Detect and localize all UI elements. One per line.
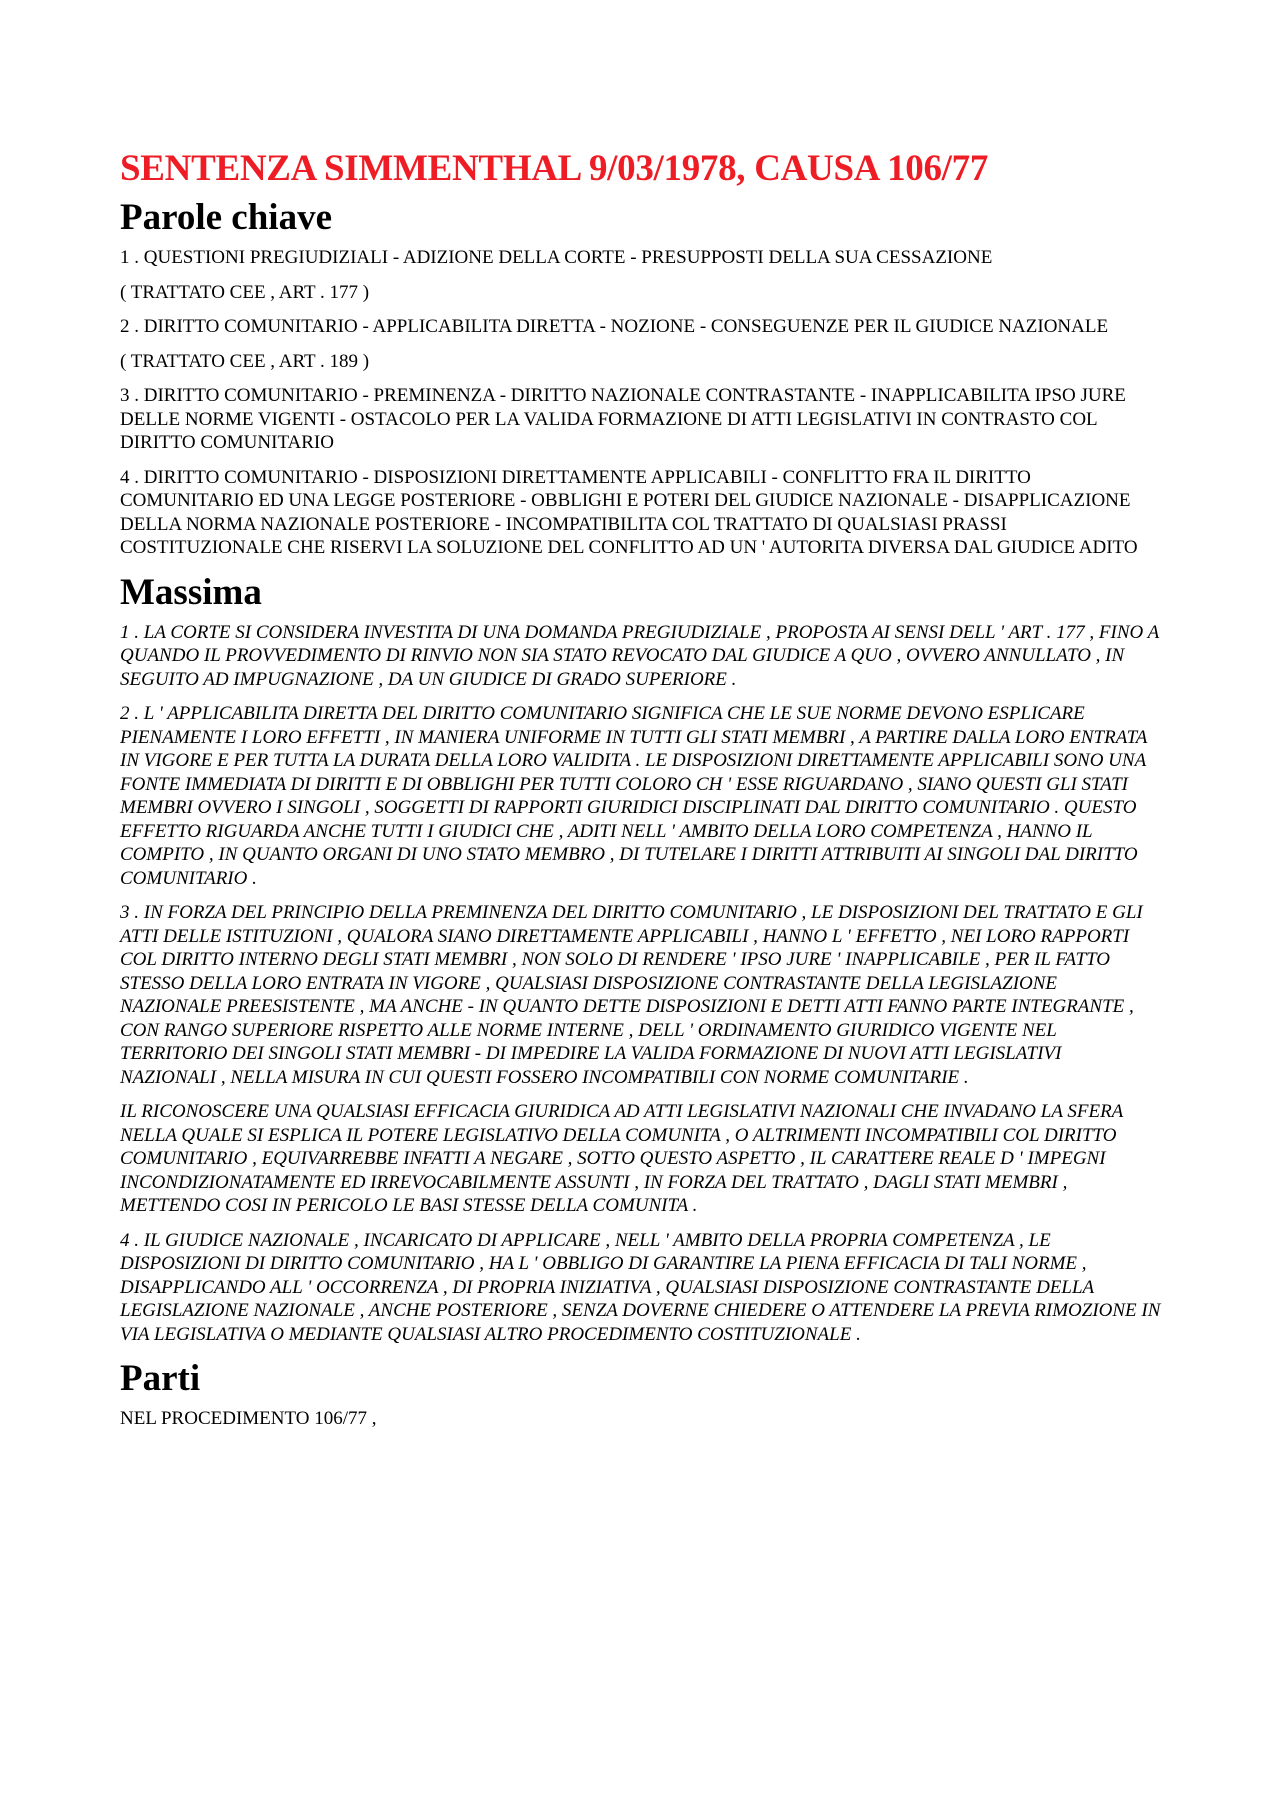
heading-massima: Massima [120,571,262,613]
massima-list [120,621,1162,1347]
massima-paragraph-3b: IL RICONOSCERE UNA QUALSIASI EFFICACIA GIURIDICA AD ATTI LEGISLATIVI NAZIONALI CHE INVADANO LA SFERA NELLA QUALE SI ESPLICA IL POTERE LEGISLATIVO DELLA COMUNITA , O ALTRIMENTI INCOMPATIBILI COL DIRITTO COMUNITARIO , EQUIVARREBBE INFATTI A NEGARE , SOTTO QUESTO ASPETTO , IL CARATTERE REALE D ' IMPEGNI INCONDIZIONATAMENTE ED IRREVOCABILMENTE ASSUNTI , IN FORZA DEL TRATTATO , DAGLI STATI MEMBRI , METTENDO COSI IN PERICOLO LE BASI STESSE DELLA COMUNITA . [120,1101,1123,1216]
heading-parti: Parti [120,1358,201,1399]
keyword-item-4: 4 . DIRITTO COMUNITARIO - DISPOSIZIONI DIRETTAMENTE APPLICABILI - CONFLITTO FRA IL DIRITTO COMUNITARIO ED UNA LEGGE POSTERIORE - OBBLIGHI E POTERI DEL GIUDICE NAZIONALE - DISAPPLICAZIONE DELLA NORMA NAZIONALE POSTERIORE - INCOMPATIBILITA COL TRATTATO DI QUALSIASI PRASSI COSTITUZIONALE CHE RISERVI LA SOLUZIONE DEL CONFLITTO AD UN ' AUTORITA DIVERSA DAL GIUDICE ADITO [120,466,1138,558]
massima-paragraph-2: 2 . L ' APPLICABILITA DIRETTA DEL DIRITTO COMUNITARIO SIGNIFICA CHE LE SUE NORME DEVONO ESPLICARE PIENAMENTE I LORO EFFETTI , IN MANIERA UNIFORME IN TUTTI GLI STATI MEMBRI , A PARTIRE DALLA LORO ENTRATA IN VIGORE E PER TUTTA LA DURATA DELLA LORO VALIDITA . LE DISPOSIZIONI DIRETTAMENTE APPLICABILI SONO UNA FONTE IMMEDIATA DI DIRITTI E DI OBBLIGHI PER TUTTI COLORO CH ' ESSE RIGUARDANO , SIANO QUESTI GLI STATI MEMBRI OVVERO I SINGOLI , SOGGETTI DI RAPPORTI GIURIDICI DISCIPLINATI DAL DIRITTO COMUNITARIO . QUESTO EFFETTO RIGUARDA ANCHE TUTTI I GIUDICI CHE , ADITI NELL ' AMBITO DELLA LORO COMPETENZA , HANNO IL COMPITO , IN QUANTO ORGANI DI UNO STATO MEMBRO , DI TUTELARE I DIRITTI ATTRIBUITI AI SINGOLI DAL DIRITTO COMUNITARIO . [120,703,1148,889]
keyword-reference-2: ( TRATTATO CEE , ART . 189 ) [120,350,370,372]
parti-text: NEL PROCEDIMENTO 106/77 , [120,1408,377,1429]
massima-paragraph-4: 4 . IL GIUDICE NAZIONALE , INCARICATO DI APPLICARE , NELL ' AMBITO DELLA PROPRIA COMPETENZA , LE DISPOSIZIONI DI DIRITTO COMUNITARIO , HA L ' OBBLIGO DI GARANTIRE LA PIENA EFFICACIA DI TALI NORME , DISAPPLICANDO ALL ' OCCORRENZA , DI PROPRIA INIZIATIVA , QUALSIASI DISPOSIZIONE CONTRASTANTE DELLA LEGISLAZIONE NAZIONALE , ANCHE POSTERIORE , SENZA DOVERNE CHIEDERE O ATTENDERE LA PREVIA RIMOZIONE IN VIA LEGISLATIVA O MEDIANTE QUALSIASI ALTRO PROCEDIMENTO COSTITUZIONALE . [120,1229,1161,1345]
keyword-item-1: 1 . QUESTIONI PREGIUDIZIALI - ADIZIONE DELLA CORTE - PRESUPPOSTI DELLA SUA CESSAZIONE [120,247,993,268]
keyword-reference-1: ( TRATTATO CEE , ART . 177 ) [120,281,370,303]
keyword-item-2: 2 . DIRITTO COMUNITARIO - APPLICABILITA DIRETTA - NOZIONE - CONSEGUENZE PER IL GIUDICE NAZIONALE [120,316,1109,337]
massima-paragraph-3: 3 . IN FORZA DEL PRINCIPIO DELLA PREMINENZA DEL DIRITTO COMUNITARIO , LE DISPOSIZIONI DEL TRATTATO E GLI ATTI DELLE ISTITUZIONI , QUALORA SIANO DIRETTAMENTE APPLICABILI , HANNO L ' EFFETTO , NEI LORO RAPPORTI COL DIRITTO INTERNO DEGLI STATI MEMBRI , NON SOLO DI RENDERE ' IPSO JURE ' INAPPLICABILE , PER IL FATTO STESSO DELLA LORO ENTRATA IN VIGORE , QUALSIASI DISPOSIZIONE CONTRASTANTE DELLA LEGISLAZIONE NAZIONALE PREESISTENTE , MA ANCHE - IN QUANTO DETTE DISPOSIZIONI E DETTI ATTI FANNO PARTE INTEGRANTE , CON RANGO SUPERIORE RISPETTO ALLE NORME INTERNE , DELL ' ORDINAMENTO GIURIDICO VIGENTE NEL TERRITORIO DEI SINGOLI STATI MEMBRI - DI IMPEDIRE LA VALIDA FORMAZIONE DI NUOVI ATTI LEGISLATIVI NAZIONALI , NELLA MISURA IN CUI QUESTI FOSSERO INCOMPATIBILI CON NORME COMUNITARIE . [120,902,1143,1088]
keywords-list [120,246,1162,560]
document-title: SENTENZA SIMMENTHAL 9/03/1978, CAUSA 106/77 [120,148,989,189]
keyword-item-3: 3 . DIRITTO COMUNITARIO - PREMINENZA - DIRITTO NAZIONALE CONTRASTANTE - INAPPLICABILITA IPSO JURE DELLE NORME VIGENTI - OSTACOLO PER LA VALIDA FORMAZIONE DI ATTI LEGISLATIVI IN CONTRASTO COL DIRITTO COMUNITARIO [120,385,1126,453]
heading-parole-chiave: Parole chiave [120,197,333,238]
massima-paragraph-1: 1 . LA CORTE SI CONSIDERA INVESTITA DI UNA DOMANDA PREGIUDIZIALE , PROPOSTA AI SENSI DELL ' ART . 177 , FINO A QUANDO IL PROVVEDIMENTO DI RINVIO NON SIA STATO REVOCATO DAL GIUDICE A QUO , OVVERO ANNULLATO , IN SEGUITO AD IMPUGNAZIONE , DA UN GIUDICE DI GRADO SUPERIORE . [120,621,1159,690]
